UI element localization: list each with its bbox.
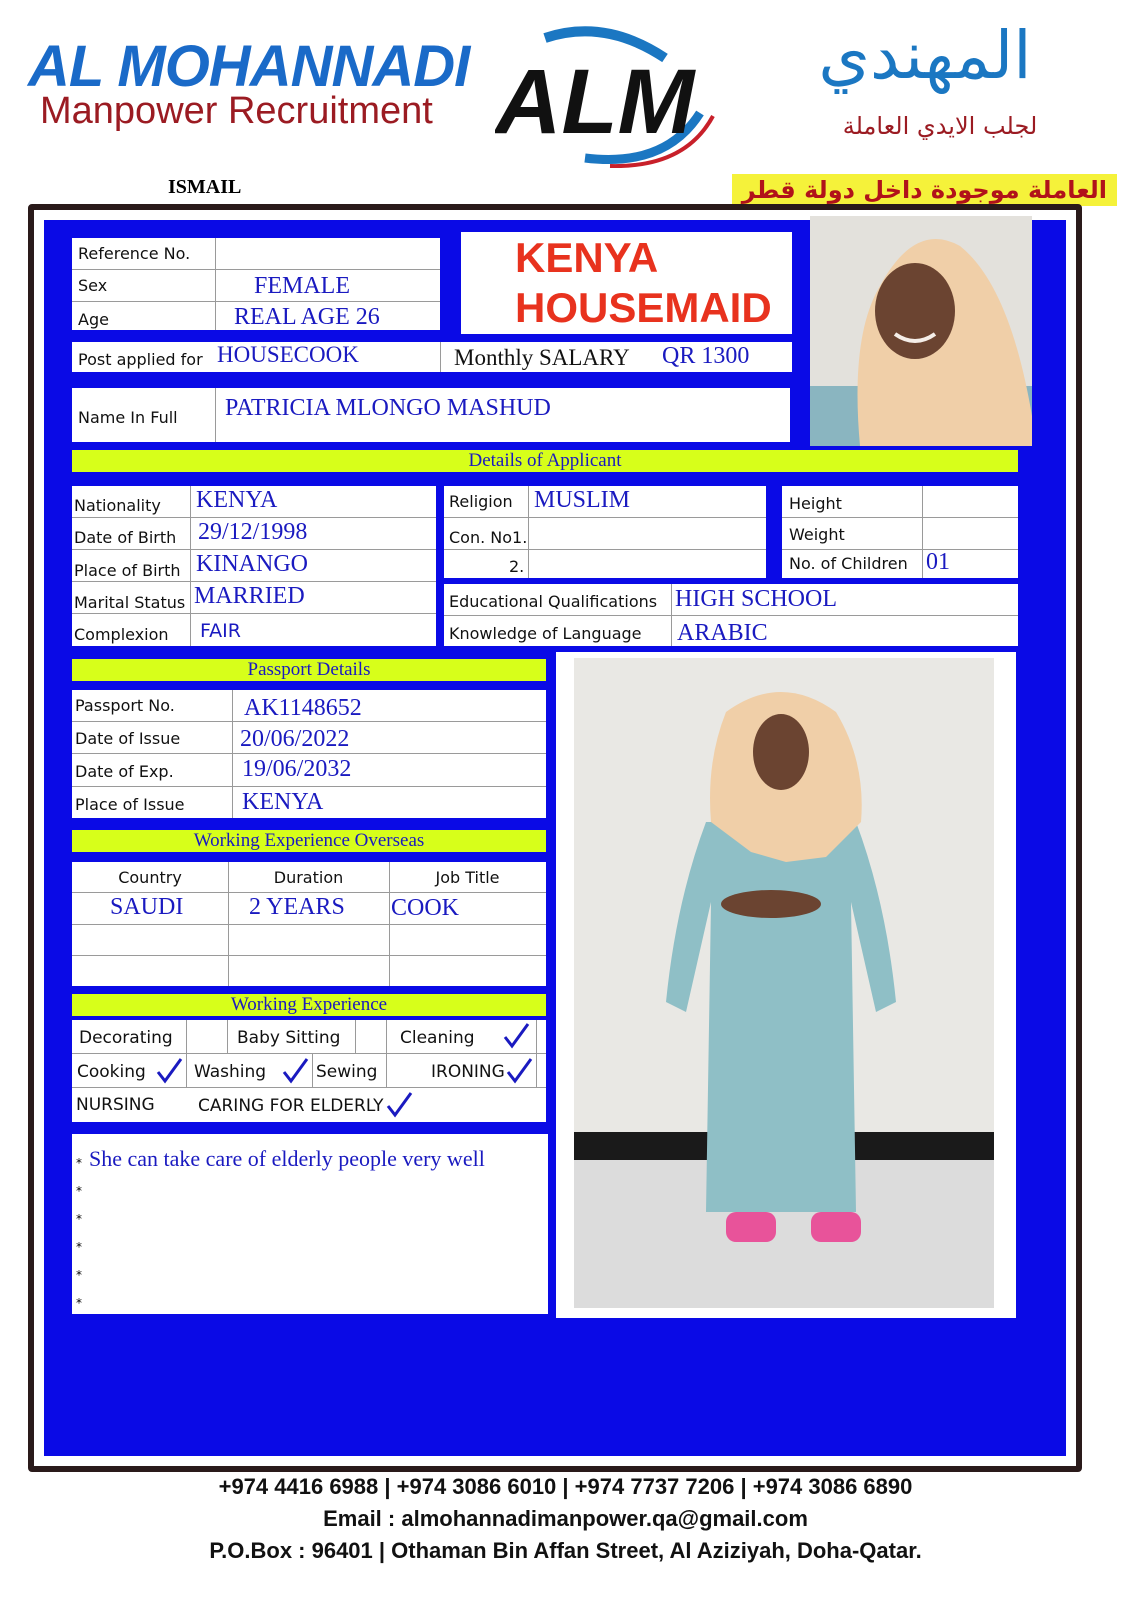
overseas-cell-job-title: COOK	[391, 895, 460, 921]
right-slipper	[811, 1212, 861, 1242]
overseas-cell-duration: 2 YEARS	[249, 894, 345, 920]
divider	[440, 342, 441, 372]
footer-email: Email : almohannadimanpower.qa@gmail.com	[323, 1506, 808, 1531]
alm-logo	[495, 18, 735, 168]
nationality-label: Nationality	[74, 496, 161, 515]
brand-subtitle-en: Manpower Recruitment	[40, 90, 433, 132]
headline-country: KENYA	[515, 234, 659, 281]
passport-no-label: Passport No.	[75, 696, 175, 715]
divider	[72, 269, 440, 270]
remark-bullet-5: *	[76, 1268, 82, 1282]
expiry-date-label: Date of Exp.	[75, 762, 174, 781]
divider	[312, 1053, 313, 1087]
divider	[232, 690, 233, 818]
experience-section-title: Working Experience	[72, 994, 546, 1016]
divider	[72, 753, 546, 754]
divider	[186, 1020, 187, 1087]
skill-cleaning: Cleaning	[400, 1028, 475, 1048]
divider	[72, 1087, 546, 1088]
expiry-date-value: 19/06/2032	[242, 756, 352, 782]
divider	[386, 1053, 387, 1087]
ironing-check-icon	[505, 1057, 533, 1085]
skill-caring-elderly: CARING FOR ELDERLY	[198, 1096, 384, 1116]
weight-label: Weight	[789, 525, 845, 544]
marital-label: Marital Status	[74, 593, 186, 612]
overseas-header-country: Country	[118, 868, 182, 887]
contact1-label: Con. No1.	[449, 528, 528, 547]
post-label: Post applied for	[78, 350, 203, 369]
skill-cooking: Cooking	[77, 1062, 146, 1082]
divider	[782, 549, 1018, 550]
marital-value: MARRIED	[194, 583, 305, 609]
remark-bullet-4: *	[76, 1240, 82, 1254]
divider	[782, 517, 1018, 518]
logo-text: ALM	[495, 51, 695, 153]
overseas-section-title: Working Experience Overseas	[72, 830, 546, 852]
divider	[355, 1020, 356, 1053]
divider	[444, 517, 766, 518]
divider	[72, 581, 436, 582]
headline-role: HOUSEMAID	[515, 284, 772, 331]
passport-section-title: Passport Details	[72, 659, 546, 681]
skill-decorating: Decorating	[79, 1028, 173, 1048]
pob-label: Place of Birth	[74, 561, 181, 580]
divider	[72, 517, 436, 518]
name-label: Name In Full	[78, 408, 178, 427]
cooking-check-icon	[155, 1057, 183, 1085]
divider	[72, 613, 436, 614]
skill-washing: Washing	[194, 1062, 267, 1082]
cleaning-check-icon	[502, 1022, 530, 1050]
skill-ironing: IRONING	[431, 1062, 505, 1082]
contact2-label: 2.	[509, 557, 525, 576]
portrait-photo	[810, 216, 1032, 446]
brand-name-en: AL MOHANNADI	[28, 34, 470, 99]
children-value: 01	[926, 549, 950, 575]
age-value: REAL AGE 26	[234, 304, 380, 330]
language-value: ARABIC	[677, 620, 768, 646]
children-label: No. of Children	[789, 554, 908, 573]
divider	[190, 486, 191, 646]
divider	[72, 892, 546, 893]
reference-label: Reference No.	[78, 244, 191, 263]
divider	[386, 1020, 387, 1053]
divider	[72, 549, 436, 550]
left-slipper	[726, 1212, 776, 1242]
divider	[72, 955, 546, 956]
religion-value: MUSLIM	[534, 487, 631, 513]
issue-place-value: KENYA	[242, 789, 324, 815]
issue-date-label: Date of Issue	[75, 729, 181, 748]
height-label: Height	[789, 494, 842, 513]
skill-nursing: NURSING	[76, 1095, 155, 1115]
divider	[922, 486, 923, 578]
divider	[444, 549, 766, 550]
remark-bullet-6: *	[76, 1296, 82, 1310]
divider	[72, 924, 546, 925]
full-body-photo	[556, 652, 1016, 1318]
divider	[72, 1053, 546, 1054]
complexion-label: Complexion	[74, 625, 169, 644]
language-label: Knowledge of Language	[449, 624, 642, 643]
footer-phones: +974 4416 6988 | +974 3086 6010 | +974 7737 7206 | +974 3086 6890	[218, 1474, 913, 1499]
sex-value: FEMALE	[254, 273, 350, 299]
divider	[227, 1020, 228, 1053]
qatar-notice-banner: العاملة موجودة داخل دولة قطر	[732, 174, 1117, 206]
dob-value: 29/12/1998	[198, 519, 308, 545]
skill-sewing: Sewing	[316, 1062, 378, 1082]
nationality-value: KENYA	[196, 487, 278, 513]
brand-name-ar: المهندي	[818, 17, 1032, 94]
skill-baby-sitting: Baby Sitting	[237, 1028, 341, 1048]
remark-line-1: She can take care of elderly people very well	[89, 1146, 485, 1171]
footer-address: P.O.Box : 96401 | Othaman Bin Affan Street, Al Aziziyah, Doha-Qatar.	[209, 1538, 922, 1563]
face	[875, 263, 955, 359]
caring-elderly-check-icon	[385, 1091, 413, 1119]
divider	[536, 1020, 537, 1087]
salary-label: Monthly SALARY	[454, 345, 630, 370]
face	[753, 714, 809, 790]
education-label: Educational Qualifications	[449, 592, 658, 611]
remark-bullet-1: *	[76, 1156, 82, 1170]
divider	[72, 301, 440, 302]
religion-label: Religion	[449, 492, 513, 511]
age-label: Age	[78, 310, 109, 329]
divider	[215, 238, 216, 330]
dob-label: Date of Birth	[74, 528, 177, 547]
overseas-header-job-title: Job Title	[435, 868, 500, 887]
overseas-cell-country: SAUDI	[110, 894, 184, 920]
washing-check-icon	[281, 1057, 309, 1085]
remark-bullet-3: *	[76, 1212, 82, 1226]
hands	[721, 890, 821, 918]
passport-no-value: AK1148652	[244, 695, 362, 721]
details-section-title: Details of Applicant	[72, 450, 1018, 472]
sex-label: Sex	[78, 276, 108, 295]
issue-place-label: Place of Issue	[75, 795, 185, 814]
education-value: HIGH SCHOOL	[675, 586, 837, 612]
overseas-header-duration: Duration	[273, 868, 344, 887]
post-value: HOUSECOOK	[217, 342, 359, 367]
remark-bullet-2: *	[76, 1184, 82, 1198]
divider	[444, 615, 1018, 616]
pob-value: KINANGO	[196, 551, 308, 577]
brand-subtitle-ar: لجلب الايدي العاملة	[842, 112, 1038, 140]
divider	[528, 486, 529, 578]
name-value: PATRICIA MLONGO MASHUD	[225, 395, 551, 421]
complexion-value: FAIR	[200, 620, 241, 642]
divider	[72, 786, 546, 787]
agent-name: ISMAIL	[168, 176, 242, 198]
salary-value: QR 1300	[662, 343, 750, 369]
divider	[215, 388, 216, 442]
issue-date-value: 20/06/2022	[240, 726, 350, 752]
